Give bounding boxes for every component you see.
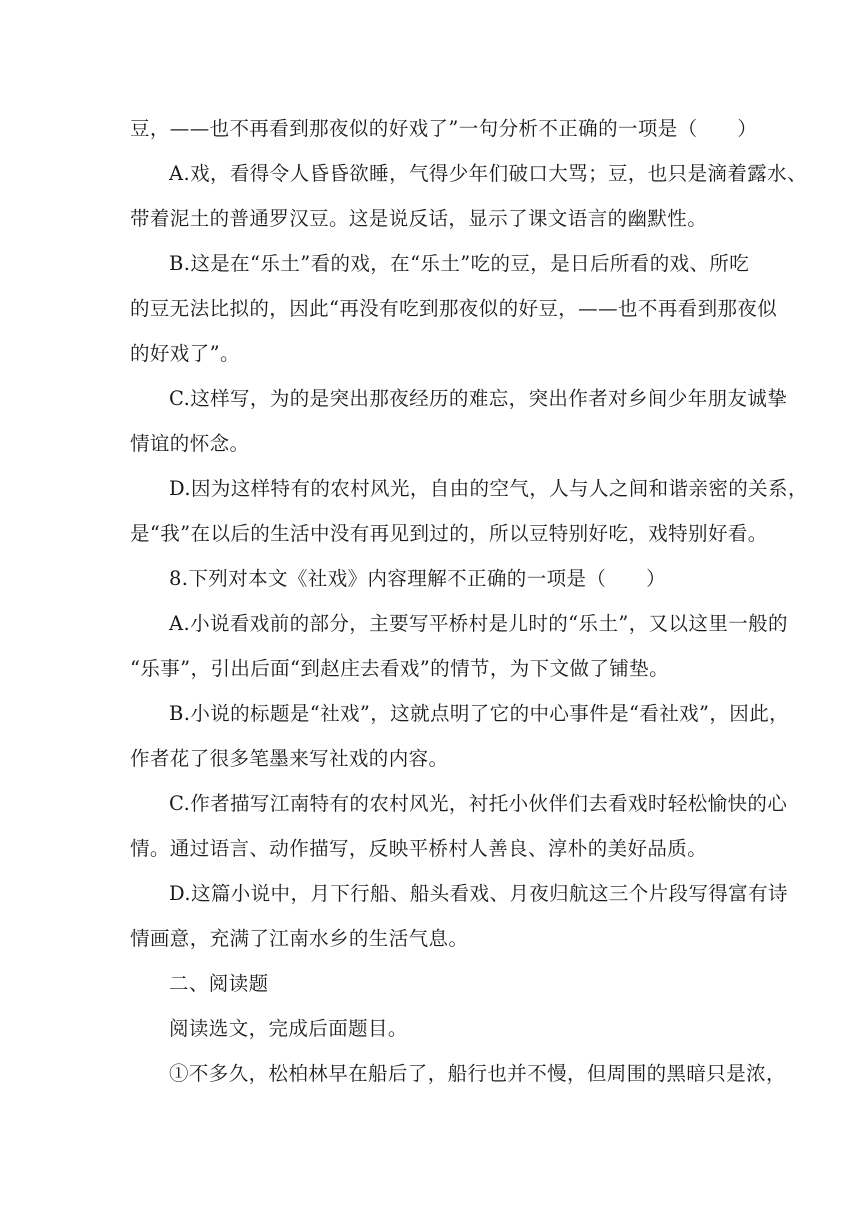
text-line-q7-option-b-cont: 的豆无法比拟的，因此“再没有吃到那夜似的好豆，——也不再看到那夜似: [130, 297, 778, 320]
text-line-q8-option-d: D.这篇小说中，月下行船、船头看戏、月夜归航这三个片段写得富有诗: [169, 882, 788, 905]
document-body: [130, 106, 808, 1096]
reading-instruction: 阅读选文，完成后面题目。: [169, 1017, 408, 1040]
text-line-question-8-stem: 8.下列对本文《社戏》内容理解不正确的一项是（ ）: [169, 567, 667, 590]
text-line-q8-option-c: C.作者描写江南特有的农村风光，衬托小伙伴们去看戏时轻松愉快的心: [169, 792, 788, 815]
text-line-q8-option-c-cont: 情。通过语言、动作描写，反映平桥村人善良、淳朴的美好品质。: [130, 837, 708, 860]
text-line-q8-option-b: B.小说的标题是“社戏”，这就点明了它的中心事件是“看社戏”，因此，: [169, 702, 790, 725]
text-line-q7-option-a: A.戏，看得令人昏昏欲睡，气得少年们破口大骂；豆，也只是滴着露水、: [169, 162, 807, 185]
text-line-q7-option-b: B.这是在“乐土”看的戏，在“乐土”吃的豆，是日后所看的戏、所吃: [169, 252, 750, 275]
text-line-question-7-stem-end: 豆，——也不再看到那夜似的好戏了”一句分析不正确的一项是（ ）: [130, 117, 758, 140]
text-line-q8-option-d-cont: 情画意，充满了江南水乡的生活气息。: [130, 927, 469, 950]
text-line-q7-option-c-cont: 情谊的怀念。: [130, 432, 250, 455]
section-heading-reading: 二、阅读题: [169, 972, 269, 995]
text-line-q8-option-a: A.小说看戏前的部分，主要写平桥村是儿时的“乐土”，又以这里一般的: [169, 612, 788, 635]
text-line-q7-option-c: C.这样写，为的是突出那夜经历的难忘，突出作者对乡间少年朋友诚挚: [169, 387, 788, 410]
reading-passage-paragraph-1: ①不多久，松柏林早在船后了，船行也并不慢，但周围的黑暗只是浓，: [169, 1062, 786, 1085]
text-line-q8-option-a-cont: “乐事”，引出后面“到赵庄去看戏”的情节，为下文做了铺垫。: [130, 657, 669, 680]
text-line-q7-option-a-cont: 带着泥土的普通罗汉豆。这是说反话，显示了课文语言的幽默性。: [130, 207, 708, 230]
text-line-q8-option-b-cont: 作者花了很多笔墨来写社戏的内容。: [130, 747, 449, 770]
text-line-q7-option-b-cont-2: 的好戏了”。: [130, 342, 240, 365]
text-line-q7-option-d-cont: 是“我”在以后的生活中没有再见到过的，所以豆特别好吃，戏特别好看。: [130, 522, 768, 545]
text-line-q7-option-d: D.因为这样特有的农村风光，自由的空气，人与人之间和谐亲密的关系，: [169, 477, 808, 500]
